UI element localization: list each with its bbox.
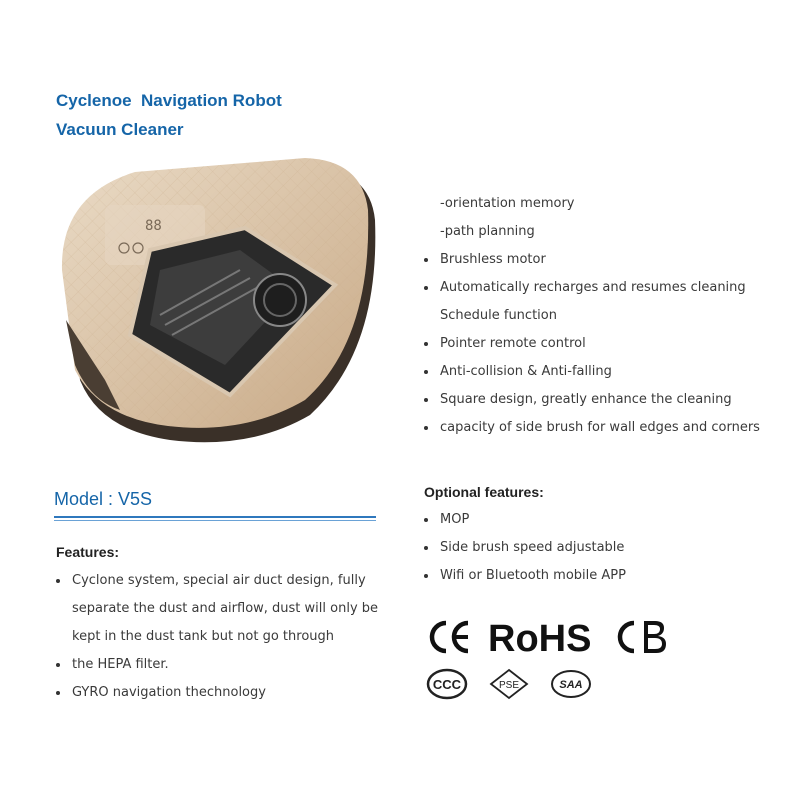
- feature-item-continued: Schedule function: [440, 308, 557, 323]
- optional-feature-item: Side brush speed adjustable: [424, 534, 626, 562]
- bullet-icon: [424, 286, 428, 290]
- saa-text: SAA: [559, 679, 583, 691]
- product-title: [56, 86, 282, 144]
- optional-feature-item: MOP: [424, 506, 626, 534]
- bullet-icon: [424, 342, 428, 346]
- model-label: Model : V5S: [54, 489, 153, 509]
- bullet-icon: [424, 370, 428, 374]
- feature-item: Pointer remote control: [424, 330, 760, 358]
- optional-features-heading: Optional features:: [424, 484, 544, 500]
- model-underline: [54, 516, 376, 518]
- bullet-icon: [424, 258, 428, 262]
- pse-text: PSE: [498, 680, 520, 691]
- cb-mark-icon: [614, 617, 670, 657]
- model-underline-secondary: [54, 520, 376, 521]
- small-certification-logos: [426, 668, 592, 700]
- bullet-icon: [56, 579, 60, 583]
- feature-item: GYRO navigation thechnology: [56, 679, 378, 707]
- features-list: [56, 567, 378, 707]
- robot-vacuum-image: [50, 150, 390, 460]
- feature-item: Brushless motor: [424, 246, 760, 274]
- features-continued-list: [424, 190, 760, 442]
- bullet-icon: [424, 426, 428, 430]
- feature-item-continued: -orientation memory: [440, 196, 575, 211]
- feature-item-continued: kept in the dust tank but not go through: [72, 629, 335, 644]
- feature-item-continued: separate the dust and airflow, dust will only be: [72, 601, 379, 616]
- rohs-text: RoHS: [488, 618, 592, 657]
- product-title-line1: Cyclenoe Navigation Robot: [56, 91, 282, 110]
- ce-mark-icon: [426, 617, 472, 657]
- feature-item: capacity of side brush for wall edges and corners: [424, 414, 760, 442]
- saa-mark-icon: [550, 668, 592, 700]
- rohs-logo-icon: [488, 617, 598, 657]
- certification-logos: [426, 612, 670, 662]
- bullet-icon: [424, 546, 428, 550]
- product-title-line2: Vacuun Cleaner: [56, 120, 184, 139]
- optional-feature-item: Wifi or Bluetooth mobile APP: [424, 562, 626, 590]
- features-heading: Features:: [56, 544, 120, 560]
- feature-item-continued: -path planning: [440, 224, 535, 239]
- bullet-icon: [56, 663, 60, 667]
- feature-item: Anti-collision & Anti-falling: [424, 358, 760, 386]
- ccc-text: CCC: [432, 677, 462, 692]
- bullet-icon: [424, 398, 428, 402]
- feature-item: Automatically recharges and resumes cleaning: [424, 274, 760, 302]
- feature-item: the HEPA filter.: [56, 651, 378, 679]
- bullet-icon: [424, 518, 428, 522]
- bullet-icon: [424, 574, 428, 578]
- optional-features-list: [424, 506, 626, 590]
- feature-item: Cyclone system, special air duct design, fully: [56, 567, 378, 595]
- bullet-icon: [56, 691, 60, 695]
- svg-text:88: 88: [145, 218, 162, 234]
- feature-item: Square design, greatly enhance the cleaning: [424, 386, 760, 414]
- ccc-mark-icon: [426, 668, 468, 700]
- pse-mark-icon: [488, 668, 530, 700]
